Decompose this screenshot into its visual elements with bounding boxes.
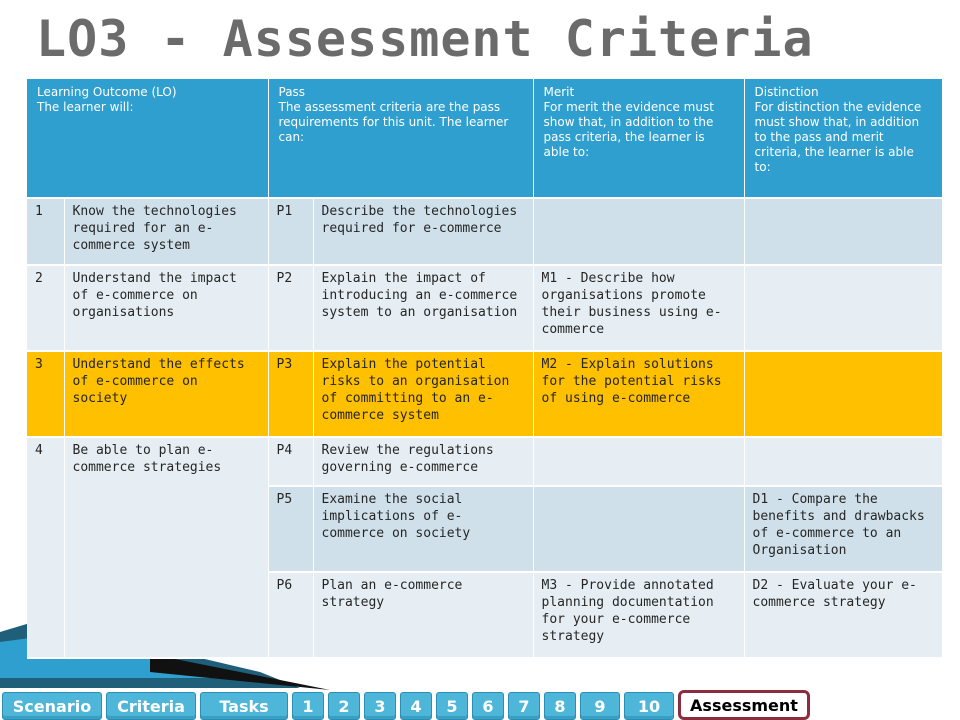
- pass-code: P1: [268, 198, 313, 265]
- assessment-criteria-table: [27, 79, 942, 659]
- pass-text: Review the regulations governing e-commerce: [313, 437, 533, 486]
- table-row: [27, 437, 942, 486]
- nav-button-task-8[interactable]: 8: [544, 692, 576, 720]
- pass-text: Explain the impact of introducing an e-commerce system to an organisation: [313, 265, 533, 351]
- nav-button-task-10[interactable]: 10: [624, 692, 674, 720]
- header-pass-sub: The assessment criteria are the pass requirements for this unit. The learner can:: [278, 100, 509, 144]
- lo-text: Know the technologies required for an e-commerce system: [64, 198, 268, 265]
- pass-code: P3: [268, 351, 313, 437]
- lo-text: Understand the impact of e-commerce on organisations: [64, 265, 268, 351]
- header-pass-title: Pass: [278, 85, 306, 99]
- header-merit-sub: For merit the evidence must show that, in addition to the pass criteria, the learner is able to:: [543, 100, 714, 159]
- nav-button-assessment[interactable]: Assessment: [678, 690, 810, 720]
- merit-text: [533, 486, 744, 572]
- nav-button-task-2[interactable]: 2: [328, 692, 360, 720]
- pass-text: Describe the technologies required for e-commerce: [313, 198, 533, 265]
- nav-button-task-3[interactable]: 3: [364, 692, 396, 720]
- table-row: [27, 265, 942, 351]
- header-distinction: [744, 79, 942, 198]
- pass-code: P4: [268, 437, 313, 486]
- header-merit: [533, 79, 744, 198]
- header-distinction-sub: For distinction the evidence must show that, in addition to the pass and merit criteria, the learner is able to:: [754, 100, 922, 174]
- distinction-text: [744, 198, 942, 265]
- nav-button-scenario[interactable]: Scenario: [2, 692, 102, 720]
- distinction-text: [744, 437, 942, 486]
- table-header-row: [27, 79, 942, 198]
- nav-button-task-4[interactable]: 4: [400, 692, 432, 720]
- nav-button-task-1[interactable]: 1: [292, 692, 324, 720]
- distinction-text: D2 - Evaluate your e-commerce strategy: [744, 572, 942, 658]
- merit-text: M2 - Explain solutions for the potential risks of using e-commerce: [533, 351, 744, 437]
- distinction-text: D1 - Compare the benefits and drawbacks of e-commerce to an Organisation: [744, 486, 942, 572]
- lo-number: 4: [27, 437, 64, 658]
- header-pass: [268, 79, 533, 198]
- header-merit-title: Merit: [543, 85, 575, 99]
- header-lo-title: Learning Outcome (LO): [37, 85, 177, 99]
- table-row: [27, 198, 942, 265]
- merit-text: M3 - Provide annotated planning documentation for your e-commerce strategy: [533, 572, 744, 658]
- pass-text: Explain the potential risks to an organisation of committing to an e-commerce system: [313, 351, 533, 437]
- pass-code: P2: [268, 265, 313, 351]
- nav-button-task-6[interactable]: 6: [472, 692, 504, 720]
- lo-number: 2: [27, 265, 64, 351]
- merit-text: [533, 437, 744, 486]
- slide-title: LO3 - Assessment Criteria: [36, 10, 814, 68]
- merit-text: M1 - Describe how organisations promote their business using e-commerce: [533, 265, 744, 351]
- slide-navigation-bar: [0, 689, 960, 720]
- merit-text: [533, 198, 744, 265]
- pass-text: Plan an e-commerce strategy: [313, 572, 533, 658]
- lo-text: Understand the effects of e-commerce on society: [64, 351, 268, 437]
- lo-number: 3: [27, 351, 64, 437]
- nav-button-task-5[interactable]: 5: [436, 692, 468, 720]
- pass-text: Examine the social implications of e-commerce on society: [313, 486, 533, 572]
- header-learning-outcome: [27, 79, 268, 198]
- table-row-highlighted: [27, 351, 942, 437]
- distinction-text: [744, 265, 942, 351]
- header-distinction-title: Distinction: [754, 85, 819, 99]
- nav-button-tasks[interactable]: Tasks: [200, 692, 288, 720]
- nav-button-task-9[interactable]: 9: [580, 692, 620, 720]
- nav-button-criteria[interactable]: Criteria: [106, 692, 196, 720]
- header-lo-sub: The learner will:: [37, 100, 134, 114]
- nav-button-task-7[interactable]: 7: [508, 692, 540, 720]
- pass-code: P6: [268, 572, 313, 658]
- distinction-text: [744, 351, 942, 437]
- pass-code: P5: [268, 486, 313, 572]
- lo-text: Be able to plan e-commerce strategies: [64, 437, 268, 658]
- lo-number: 1: [27, 198, 64, 265]
